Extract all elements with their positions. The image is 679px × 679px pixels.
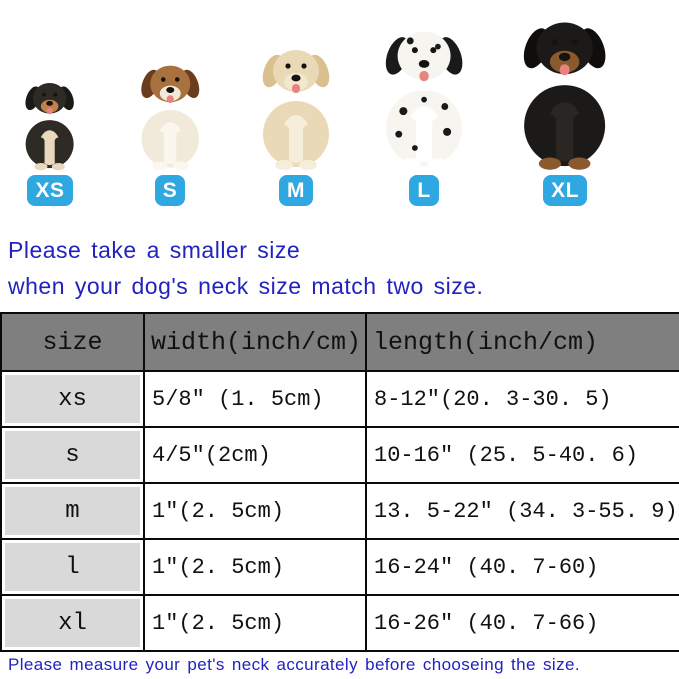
size-badge-xs: XS [27,175,72,206]
dog-xl-icon [491,9,638,171]
size-badge-m: M [279,175,313,206]
cell-width: 1″(2. 5cm) [144,595,366,651]
dog-l-icon [355,19,493,171]
cell-length: 16-24″ (40. 7-60) [366,539,679,595]
cell-width: 1″(2. 5cm) [144,539,366,595]
header-width: width(inch/cm) [144,313,366,371]
size-table [0,312,679,652]
table-row-m [1,483,679,539]
size-badge-s: S [155,175,186,206]
cell-width: 4/5″(2cm) [144,427,366,483]
cell-length: 8-12″(20. 3-30. 5) [366,371,679,427]
sizing-advice [8,233,675,304]
cell-size: s [1,427,144,483]
dog-size-row [0,0,679,206]
cell-size: l [1,539,144,595]
cell-width: 1″(2. 5cm) [144,483,366,539]
cell-size: xl [1,595,144,651]
cell-length: 13. 5-22″ (34. 3-55. 9) [366,483,679,539]
cell-length: 16-26″ (40. 7-66) [366,595,679,651]
table-row-s [1,427,679,483]
size-table-header-row [1,313,679,371]
cell-size: xs [1,371,144,427]
dog-s-icon [118,56,223,171]
cell-width: 5/8″ (1. 5cm) [144,371,366,427]
cell-length: 10-16″ (25. 5-40. 6) [366,427,679,483]
header-size: size [1,313,144,371]
table-row-xl [1,595,679,651]
dog-m-icon [236,39,356,171]
sizing-advice-line1: Please take a smaller size [8,237,301,263]
size-badge-l: L [409,175,439,206]
measure-footnote: Please measure your pet's neck accurately before chooseing the size. [8,655,580,674]
size-badge-xl: XL [543,175,587,206]
dog-xs-icon [6,75,93,171]
table-row-l [1,539,679,595]
size-option-xl [496,9,634,206]
size-option-xs [0,75,100,206]
cell-size: m [1,483,144,539]
size-option-l [352,19,496,206]
table-row-xs [1,371,679,427]
size-option-m [240,39,352,206]
header-length: length(inch/cm) [366,313,679,371]
sizing-advice-line2: when your dog's neck size match two size. [8,272,484,299]
size-option-s [100,56,240,206]
